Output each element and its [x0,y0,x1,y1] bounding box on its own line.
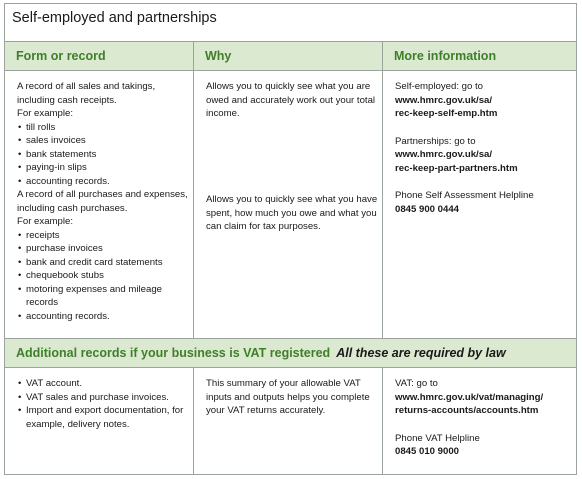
more-info-cell [395,80,573,216]
list-item: • Import and export documentation, for example, delivery notes. [17,404,189,431]
helpline-label: Phone Self Assessment Helpline [395,190,534,201]
record-purchases: A record of all purchases and expenses, including cash purchases. [17,189,188,214]
list-item: • sales invoices [17,134,189,148]
column-divider [193,368,194,475]
vat-helpline-number: 0845 010 9000 [395,446,460,457]
list-item: • VAT sales and purchase invoices. [17,391,189,405]
self-employed-link[interactable]: rec-keep-self-emp.htm [395,108,498,119]
sales-example-list [17,121,189,189]
partnerships-link[interactable]: rec-keep-part-partners.htm [395,162,518,174]
column-divider [382,368,383,475]
helpline-number: 0845 900 0444 [395,203,460,215]
list-item: • receipts [17,229,189,243]
list-item: • purchase invoices [17,242,189,256]
vat-info-cell [395,377,573,459]
why-purchases: Allows you to quickly see what you have spent, how much you owe and what you can claim for tax purposes. [206,194,378,232]
list-item: • bank statements [17,148,189,162]
purchases-example-list [17,229,189,324]
required-note: All these are required by law [336,346,506,360]
col-header-form: Form or record [16,49,106,63]
vat-records-list [17,377,189,431]
example-label: For example: [17,216,73,227]
why-sales: Allows you to quickly see what you are owed and accurately work out your total income. [206,81,376,119]
record-sales: A record of all sales and takings, including cash receipts. [17,81,156,106]
vat-link[interactable]: www.hmrc.gov.uk/vat/managing/ [395,391,544,403]
table-header [5,41,576,71]
list-item: • chequebook stubs [17,269,189,283]
column-divider [382,41,383,338]
records-cell [17,80,189,323]
vat-label: VAT: go to [395,378,438,389]
vat-section-header [5,338,576,368]
vat-records-cell [17,377,189,431]
partnerships-link[interactable]: www.hmrc.gov.uk/sa/ [395,149,493,160]
vat-link[interactable]: returns-accounts/accounts.htm [395,405,539,416]
list-item: • till rolls [17,121,189,135]
col-header-why: Why [205,49,232,63]
example-label: For example: [17,108,73,119]
list-item: • paying-in slips [17,161,189,175]
column-divider [193,41,194,338]
vat-header [16,346,506,360]
self-employed-label: Self-employed: go to [395,81,483,92]
self-employed-link[interactable]: www.hmrc.gov.uk/sa/ [395,94,493,106]
partnerships-label: Partnerships: go to [395,135,476,147]
vat-header-text: Additional records if your business is VAT registered [16,346,331,360]
list-item: • motoring expenses and mileage records [17,283,189,310]
vat-helpline-label: Phone VAT Helpline [395,432,480,444]
why-vat: This summary of your allowable VAT inputs and outputs helps you complete your VAT returns accurately. [206,378,370,416]
list-item: • accounting records. [17,175,189,189]
list-item: • bank and credit card statements [17,256,189,270]
list-item: • VAT account. [17,377,189,391]
col-header-info: More information [394,49,497,63]
list-item: • accounting records. [17,310,189,324]
page-title: Self-employed and partnerships [12,10,217,26]
